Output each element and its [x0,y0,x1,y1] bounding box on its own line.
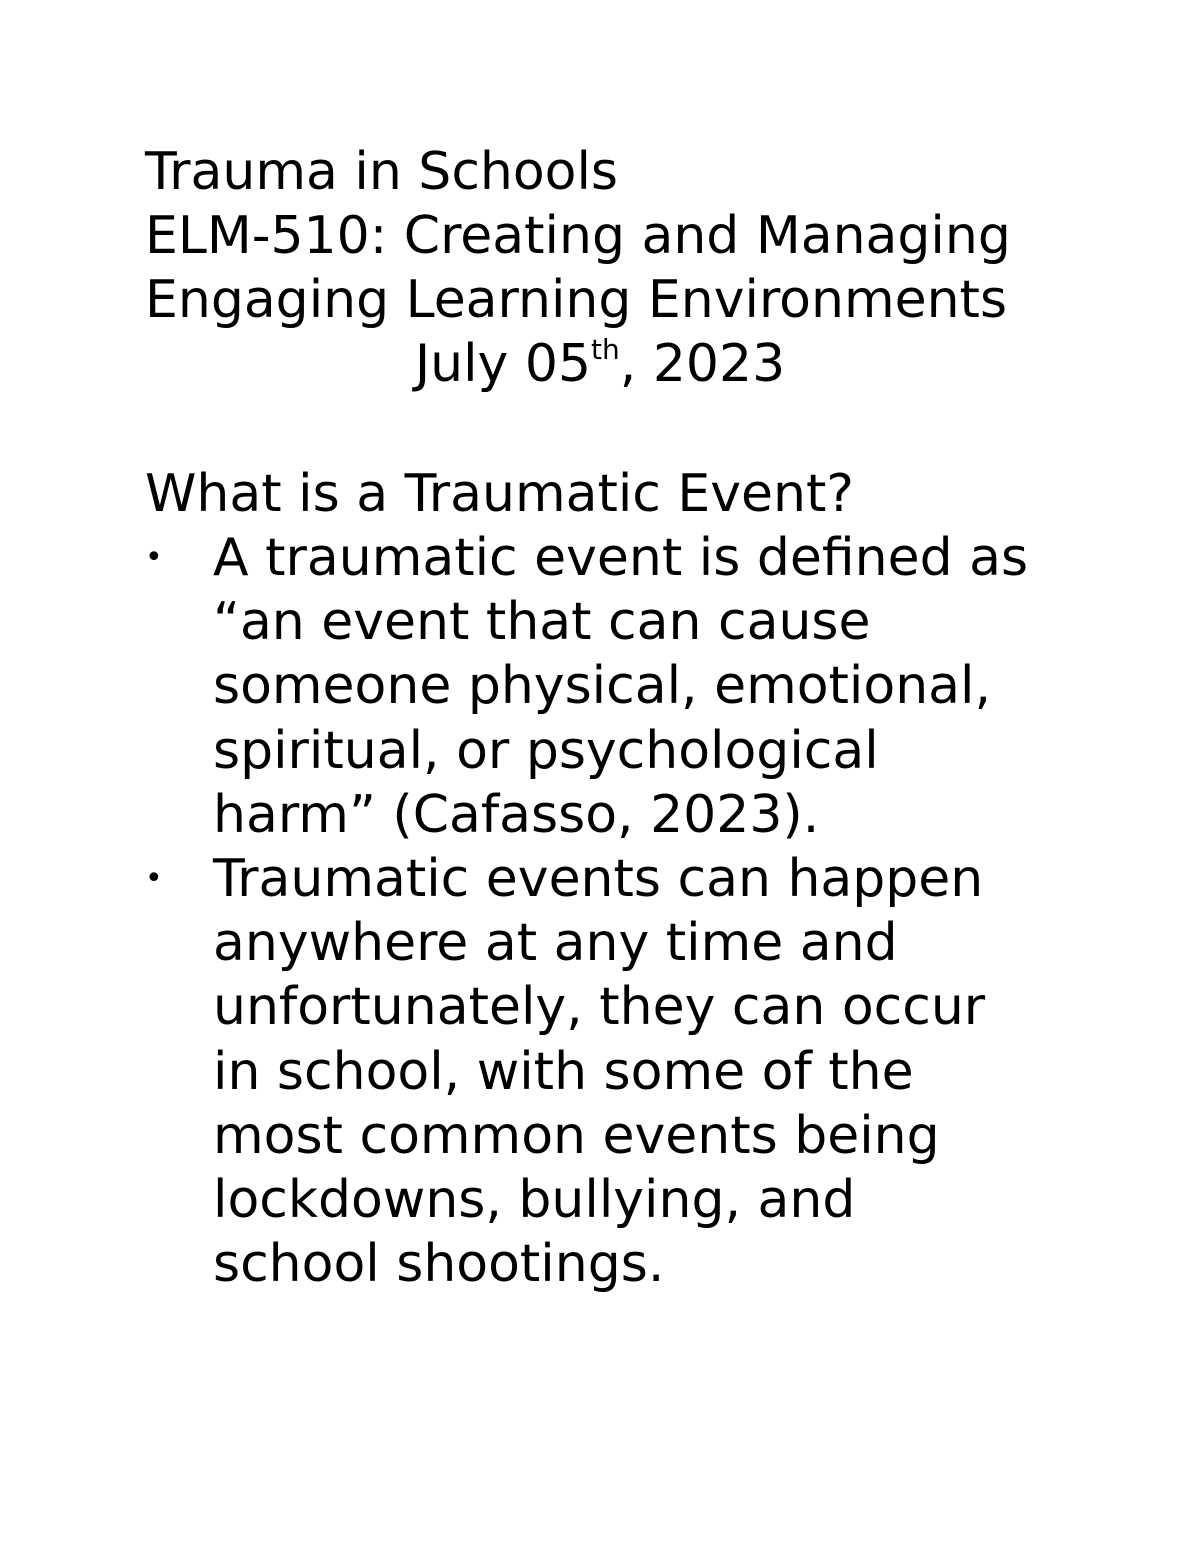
title-block [145,140,1065,396]
list-item [145,847,1033,1296]
document-date [145,332,1055,396]
bullet-icon: • [145,861,163,897]
course-name-line1: ELM-510: Creating and Managing [145,206,1011,266]
course-name-line2: Engaging Learning Environments [145,270,1008,330]
section-heading: What is a Traumatic Event? [145,464,854,524]
bullet-text: Traumatic events can happen anywhere at any time and unfortunately, they can occur in school, with some of the most common events being lockdowns, bullying, and school shootings. [213,849,986,1295]
bullet-icon: • [145,540,163,575]
date-prefix: July 05 [414,334,592,394]
bullet-list [145,526,1065,1296]
bullet-text: A traumatic event is defined as “an event that can cause someone physical, emotional, spiritual, or psychological harm” (Cafasso, 2023). [213,528,1029,845]
document-title: Trauma in Schools [145,142,619,202]
date-suffix: , 2023 [619,334,786,394]
traumatic-event-section [145,462,1065,1296]
list-item [145,526,1033,847]
date-ordinal: th [591,333,620,366]
